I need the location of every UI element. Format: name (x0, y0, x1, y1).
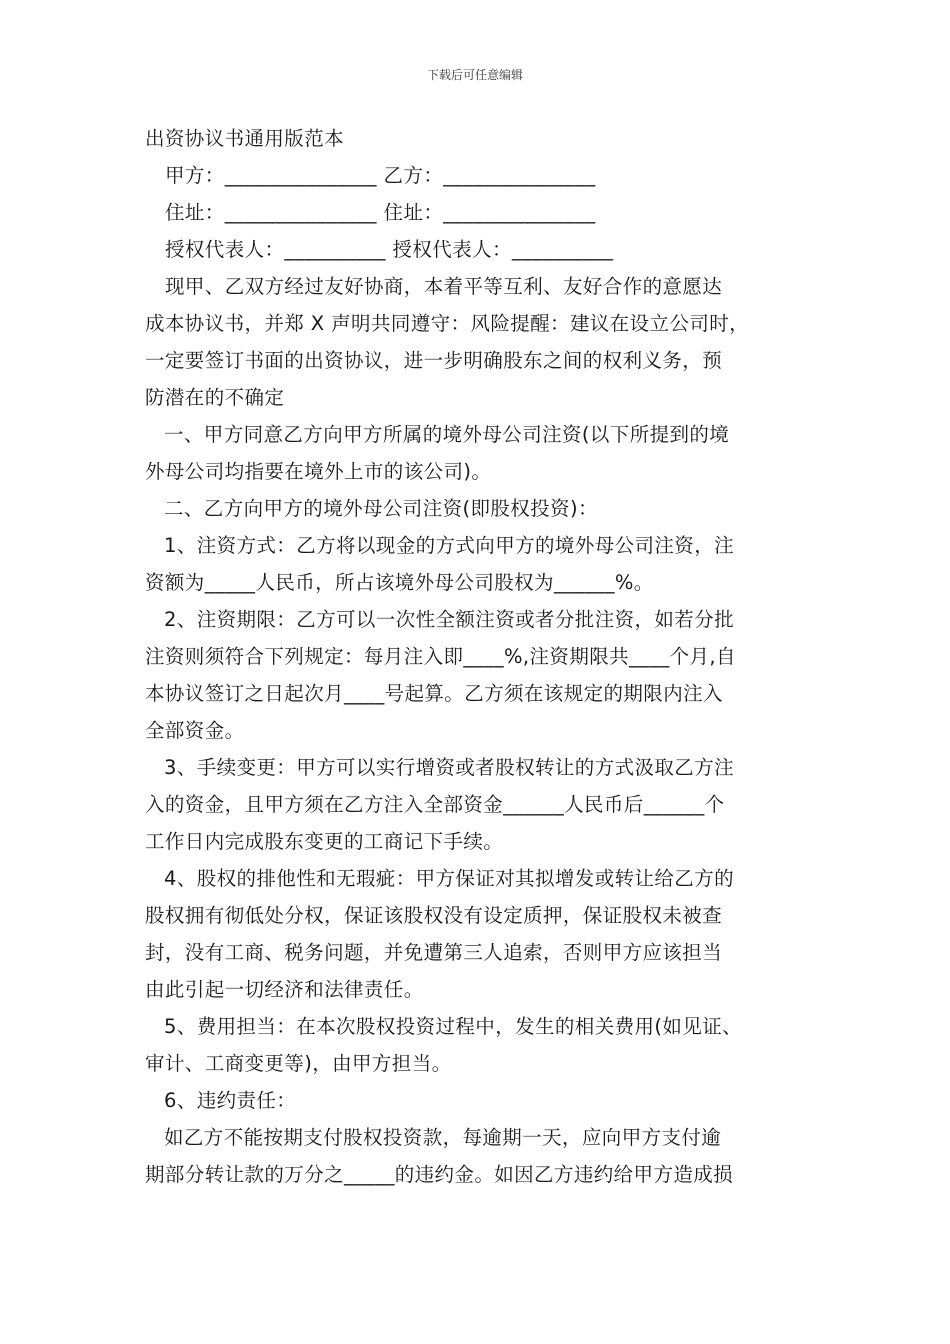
address-line: 住址：_______________ 住址：_______________ (165, 201, 596, 224)
text-line: 一定要签订书面的出资协议，进一步明确股东之间的权利义务，预 (145, 349, 723, 372)
text-line: 由此引起一切经济和法律责任。 (145, 978, 424, 1001)
representative-line: 授权代表人：__________ 授权代表人：__________ (165, 238, 614, 261)
header-note: 下载后可任意编辑 (426, 68, 523, 82)
text-line: 1、注资方式：乙方将以现金的方式向甲方的境外母公司注资，注 (164, 534, 735, 557)
text-line: 股权拥有彻低处分权，保证该股权没有设定质押，保证股权未被查 (145, 904, 723, 927)
text-line: 期部分转让款的万分之_____的违约金。如因乙方违约给甲方造成损 (145, 1163, 734, 1186)
text-line: 二、乙方向甲方的境外母公司注资(即股权投资)： (164, 497, 598, 520)
text-line: 注资则须符合下列规定：每月注入即____%,注资期限共____个月,自 (145, 645, 736, 668)
text-line: 如乙方不能按期支付股权投资款，每逾期一天，应向甲方支付逾 (164, 1126, 722, 1149)
text-line: 工作日内完成股东变更的工商记下手续。 (145, 830, 504, 853)
text-line: 外母公司均指要在境外上市的该公司)。 (145, 460, 492, 483)
text-line: 本协议签订之日起次月____号起算。乙方须在该规定的期限内注入 (145, 682, 723, 705)
doc-title: 出资协议书通用版范本 (145, 127, 345, 150)
text-line: 成本协议书，并郑 X 声明共同遵守：风险提醒：建议在设立公司时， (145, 312, 750, 335)
text-line: 封，没有工商、税务问题，并免遭第三人追索，否则甲方应该担当 (145, 941, 723, 964)
document-body (145, 120, 825, 1193)
text-line: 全部资金。 (145, 719, 245, 742)
text-line: 入的资金，且甲方须在乙方注入全部资金______人民币后______个 (145, 793, 725, 816)
text-line: 5、费用担当：在本次股权投资过程中，发生的相关费用(如见证、 (164, 1015, 743, 1038)
text-line: 防潜在的不确定 (145, 386, 285, 409)
text-line: 一、甲方同意乙方向甲方所属的境外母公司注资(以下所提到的境 (164, 423, 730, 446)
party-line: 甲方：_______________ 乙方：_______________ (165, 164, 596, 187)
text-line: 4、股权的排他性和无瑕疵：甲方保证对其拟增发或转让给乙方的 (164, 867, 735, 890)
text-line: 资额为_____人民币，所占该境外母公司股权为______%。 (145, 571, 654, 594)
text-line: 现甲、乙双方经过友好协商，本着平等互利、友好合作的意愿达 (165, 275, 723, 298)
text-line: 审计、工商变更等)，由甲方担当。 (145, 1052, 452, 1075)
text-line: 2、注资期限：乙方可以一次性全额注资或者分批注资，如若分批 (164, 608, 735, 631)
text-line: 3、手续变更：甲方可以实行增资或者股权转让的方式汲取乙方注 (164, 756, 735, 779)
text-line: 6、违约责任： (164, 1089, 297, 1112)
